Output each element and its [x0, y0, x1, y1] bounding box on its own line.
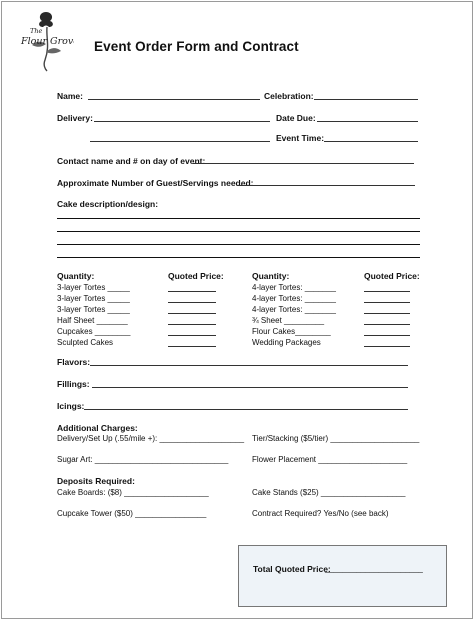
- cake-description-line-2[interactable]: [57, 231, 420, 232]
- quoted-price-header-left: Quoted Price:: [168, 271, 224, 281]
- left-price-field-5[interactable]: [168, 335, 216, 336]
- total-quoted-price-label: Total Quoted Price:: [253, 564, 331, 574]
- cake-description-line-1[interactable]: [57, 218, 420, 219]
- left-price-field-3[interactable]: [168, 313, 216, 314]
- left-item-2: 3-layer Tortes _____: [57, 294, 130, 303]
- icings-field[interactable]: [84, 409, 408, 410]
- fillings-field[interactable]: [92, 387, 408, 388]
- fillings-label: Fillings:: [57, 379, 90, 389]
- quantity-header-left: Quantity:: [57, 271, 95, 281]
- left-price-field-2[interactable]: [168, 302, 216, 303]
- flour-grove-logo: [18, 8, 74, 72]
- right-item-4: ¾ Sheet _________: [252, 316, 325, 325]
- cupcake-tower-deposit: Cupcake Tower ($50) ________________: [57, 509, 207, 518]
- celebration-label: Celebration:: [264, 91, 314, 101]
- left-item-4: Half Sheet _______: [57, 316, 128, 325]
- left-price-field-1[interactable]: [168, 291, 216, 292]
- deposits-header: Deposits Required:: [57, 476, 135, 486]
- guests-label: Approximate Number of Guest/Servings needed:: [57, 178, 254, 188]
- svg-text:The: The: [30, 27, 43, 35]
- cake-stands-deposit: Cake Stands ($25) ___________________: [252, 488, 406, 497]
- right-item-2: 4-layer Tortes: _______: [252, 294, 336, 303]
- additional-charges-header: Additional Charges:: [57, 423, 138, 433]
- right-price-field-6[interactable]: [364, 346, 410, 347]
- cake-description-line-3[interactable]: [57, 244, 420, 245]
- event-time-field[interactable]: [324, 141, 418, 142]
- sugar-art-charge: Sugar Art: ______________________________: [57, 455, 229, 464]
- total-quoted-price-box: [238, 545, 447, 607]
- cake-description-line-4[interactable]: [57, 257, 420, 258]
- right-price-field-4[interactable]: [364, 324, 410, 325]
- delivery-setup-charge: Delivery/Set Up (.55/mile +): ___________________: [57, 434, 245, 443]
- left-item-5: Cupcakes ________: [57, 327, 131, 336]
- right-price-field-1[interactable]: [364, 291, 410, 292]
- name-label: Name:: [57, 91, 83, 101]
- contact-field[interactable]: [193, 163, 414, 164]
- date-due-field[interactable]: [317, 121, 418, 122]
- date-due-label: Date Due:: [276, 113, 316, 123]
- left-item-3: 3-layer Tortes _____: [57, 305, 130, 314]
- flower-placement-charge: Flower Placement ____________________: [252, 455, 408, 464]
- svg-text:Flour Grove: Flour Grove: [21, 36, 74, 47]
- name-field[interactable]: [88, 99, 260, 100]
- right-item-6: Wedding Packages: [252, 338, 321, 347]
- right-item-5: Flour Cakes________: [252, 327, 331, 336]
- quantity-header-right: Quantity:: [252, 271, 290, 281]
- order-form-page: [1, 1, 473, 619]
- flavors-label: Flavors:: [57, 357, 91, 367]
- right-price-field-2[interactable]: [364, 302, 410, 303]
- left-item-6: Sculpted Cakes: [57, 338, 114, 347]
- contract-required: Contract Required? Yes/No (see back): [252, 509, 389, 518]
- delivery-field[interactable]: [94, 121, 270, 122]
- celebration-field[interactable]: [314, 99, 418, 100]
- cake-description-label: Cake description/design:: [57, 199, 159, 209]
- right-item-1: 4-layer Tortes: _______: [252, 283, 336, 292]
- left-price-field-4[interactable]: [168, 324, 216, 325]
- left-item-1: 3-layer Tortes _____: [57, 283, 130, 292]
- quoted-price-header-right: Quoted Price:: [364, 271, 420, 281]
- event-time-label: Event Time:: [276, 133, 325, 143]
- right-item-3: 4-layer Tortes: _______: [252, 305, 336, 314]
- tier-stacking-charge: Tier/Stacking ($5/tier) ____________________: [252, 434, 420, 443]
- guests-field[interactable]: [238, 185, 415, 186]
- flavors-field[interactable]: [90, 365, 408, 366]
- total-quoted-price-field[interactable]: ______________________: [325, 564, 423, 573]
- delivery-address-field[interactable]: [90, 141, 270, 142]
- left-price-field-6[interactable]: [168, 346, 216, 347]
- contact-label: Contact name and # on day of event:: [57, 156, 206, 166]
- delivery-label: Delivery:: [57, 113, 93, 123]
- icings-label: Icings:: [57, 401, 85, 411]
- page-title: Event Order Form and Contract: [94, 39, 299, 54]
- right-price-field-3[interactable]: [364, 313, 410, 314]
- cake-boards-deposit: Cake Boards: ($8) ___________________: [57, 488, 209, 497]
- logo-graphic: [18, 8, 74, 72]
- right-price-field-5[interactable]: [364, 335, 410, 336]
